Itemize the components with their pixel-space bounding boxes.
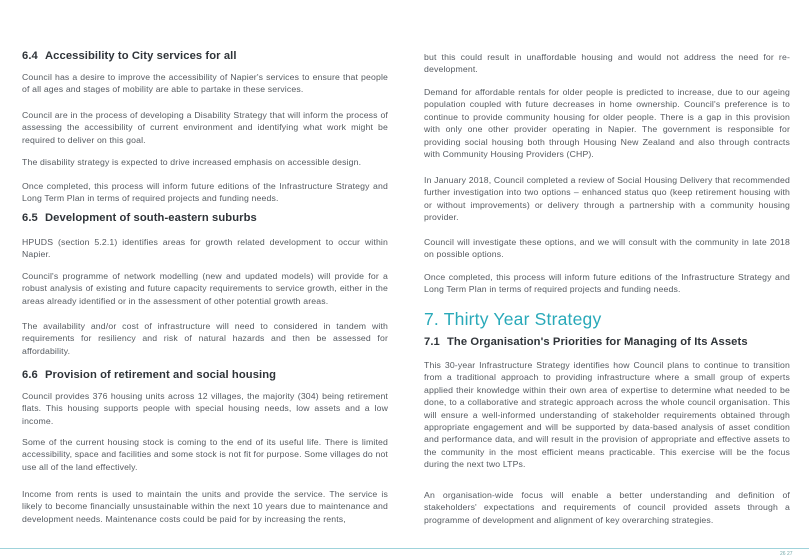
paragraph: Council will investigate these options, and we will consult with the community in late 2018 on possible options. bbox=[424, 237, 790, 260]
paragraph: The availability and/or cost of infrastructure will need to considered in tandem with requirements for resiliency and risk of natural hazards and then be assessed for affordability. bbox=[22, 321, 388, 356]
paragraph: Some of the current housing stock is coming to the end of its useful life. There is limited accessibility, space and facilities and some stock is not fit for purpose. Some villages do not use all of the land effectively. bbox=[22, 437, 388, 472]
paragraph: Income from rents is used to maintain the units and provide the service. The service is likely to become financially unsustainable within the next 10 years due to maintenance and development needs. Maintenance costs could be paid for by increasing the rents, bbox=[22, 489, 388, 524]
heading-6-5: 6.5 Development of south-eastern suburbs bbox=[22, 212, 257, 224]
paragraph: Once completed, this process will inform future editions of the Infrastructure Strategy and Long Term Plan in terms of required projects and funding needs. bbox=[22, 181, 388, 204]
footer-rule bbox=[0, 548, 809, 549]
heading-7-1: 7.1 The Organisation's Priorities for Managing of Its Assets bbox=[424, 336, 748, 348]
heading-6-6: 6.6 Provision of retirement and social housing bbox=[22, 369, 277, 381]
paragraph: Once completed, this process will inform future editions of the Infrastructure Strategy and Long Term Plan in terms of required projects and funding needs. bbox=[424, 272, 790, 295]
page-number: 26 27 bbox=[780, 551, 793, 557]
section-heading-7: 7. Thirty Year Strategy bbox=[424, 309, 602, 329]
paragraph: Council provides 376 housing units across 12 villages, the majority (304) being retirement flats. This housing supports people with special housing needs, low assets and a low income. bbox=[22, 391, 388, 426]
paragraph: but this could result in unaffordable housing and would not address the need for re-development. bbox=[424, 52, 790, 75]
paragraph: HPUDS (section 5.2.1) identifies areas for growth related development to occur within Napier. bbox=[22, 237, 388, 260]
paragraph: An organisation-wide focus will enable a better understanding and definition of stakeholders' expectations and requirements of council provided assets through a programme of development and alignment of key overarching strategies. bbox=[424, 490, 790, 525]
heading-6-4: 6.4 Accessibility to City services for all bbox=[22, 50, 237, 62]
paragraph: Demand for affordable rentals for older people is predicted to increase, due to our ageing population coupled with future decreases in home ownership. Council's preference is to continue to provide community housing for older people. There is a gap in this provision with only one other provider operating in Napier. The government is responsible for providing social housing both through Housing New Zealand and also through contracts with Community Housing Providers (CHP). bbox=[424, 87, 790, 160]
paragraph: Council has a desire to improve the accessibility of Napier's services to ensure that people of all ages and stages of mobility are able to partake in these services. bbox=[22, 72, 388, 95]
paragraph: The disability strategy is expected to drive increased emphasis on accessible design. bbox=[22, 157, 362, 167]
paragraph: Council are in the process of developing a Disability Strategy that will inform the process of assessing the accessibility of current environment and identifying what work might be required to deliver on this goal. bbox=[22, 110, 388, 145]
paragraph: This 30-year Infrastructure Strategy identifies how Council plans to continue to transition from a traditional approach to providing infrastructure where a small group of experts applied their knowledge within their own area of expertise to determine what needed to be done, to a collaborative and strategic approach across the whole council organisation. This will ensure a well-informed understanding of stakeholder requirements obtained through appropriate engagement and will be supported by data-based analysis of asset condition and performance data, and will result in the provision of appropriate and effective assets to the community in the most efficient means practicable. This exercise will be the focus during the next two LTPs. bbox=[424, 360, 790, 470]
paragraph: In January 2018, Council completed a review of Social Housing Delivery that recommended further investigation into two options – enhanced status quo (keep retirement housing with or without improvements) or delivery through a partnership with a community housing provider. bbox=[424, 175, 790, 223]
paragraph: Council's programme of network modelling (new and updated models) will provide for a robust analysis of existing and future capacity requirements to service growth, either in the areas already identified or in the assessment of other potential growth areas. bbox=[22, 271, 388, 306]
